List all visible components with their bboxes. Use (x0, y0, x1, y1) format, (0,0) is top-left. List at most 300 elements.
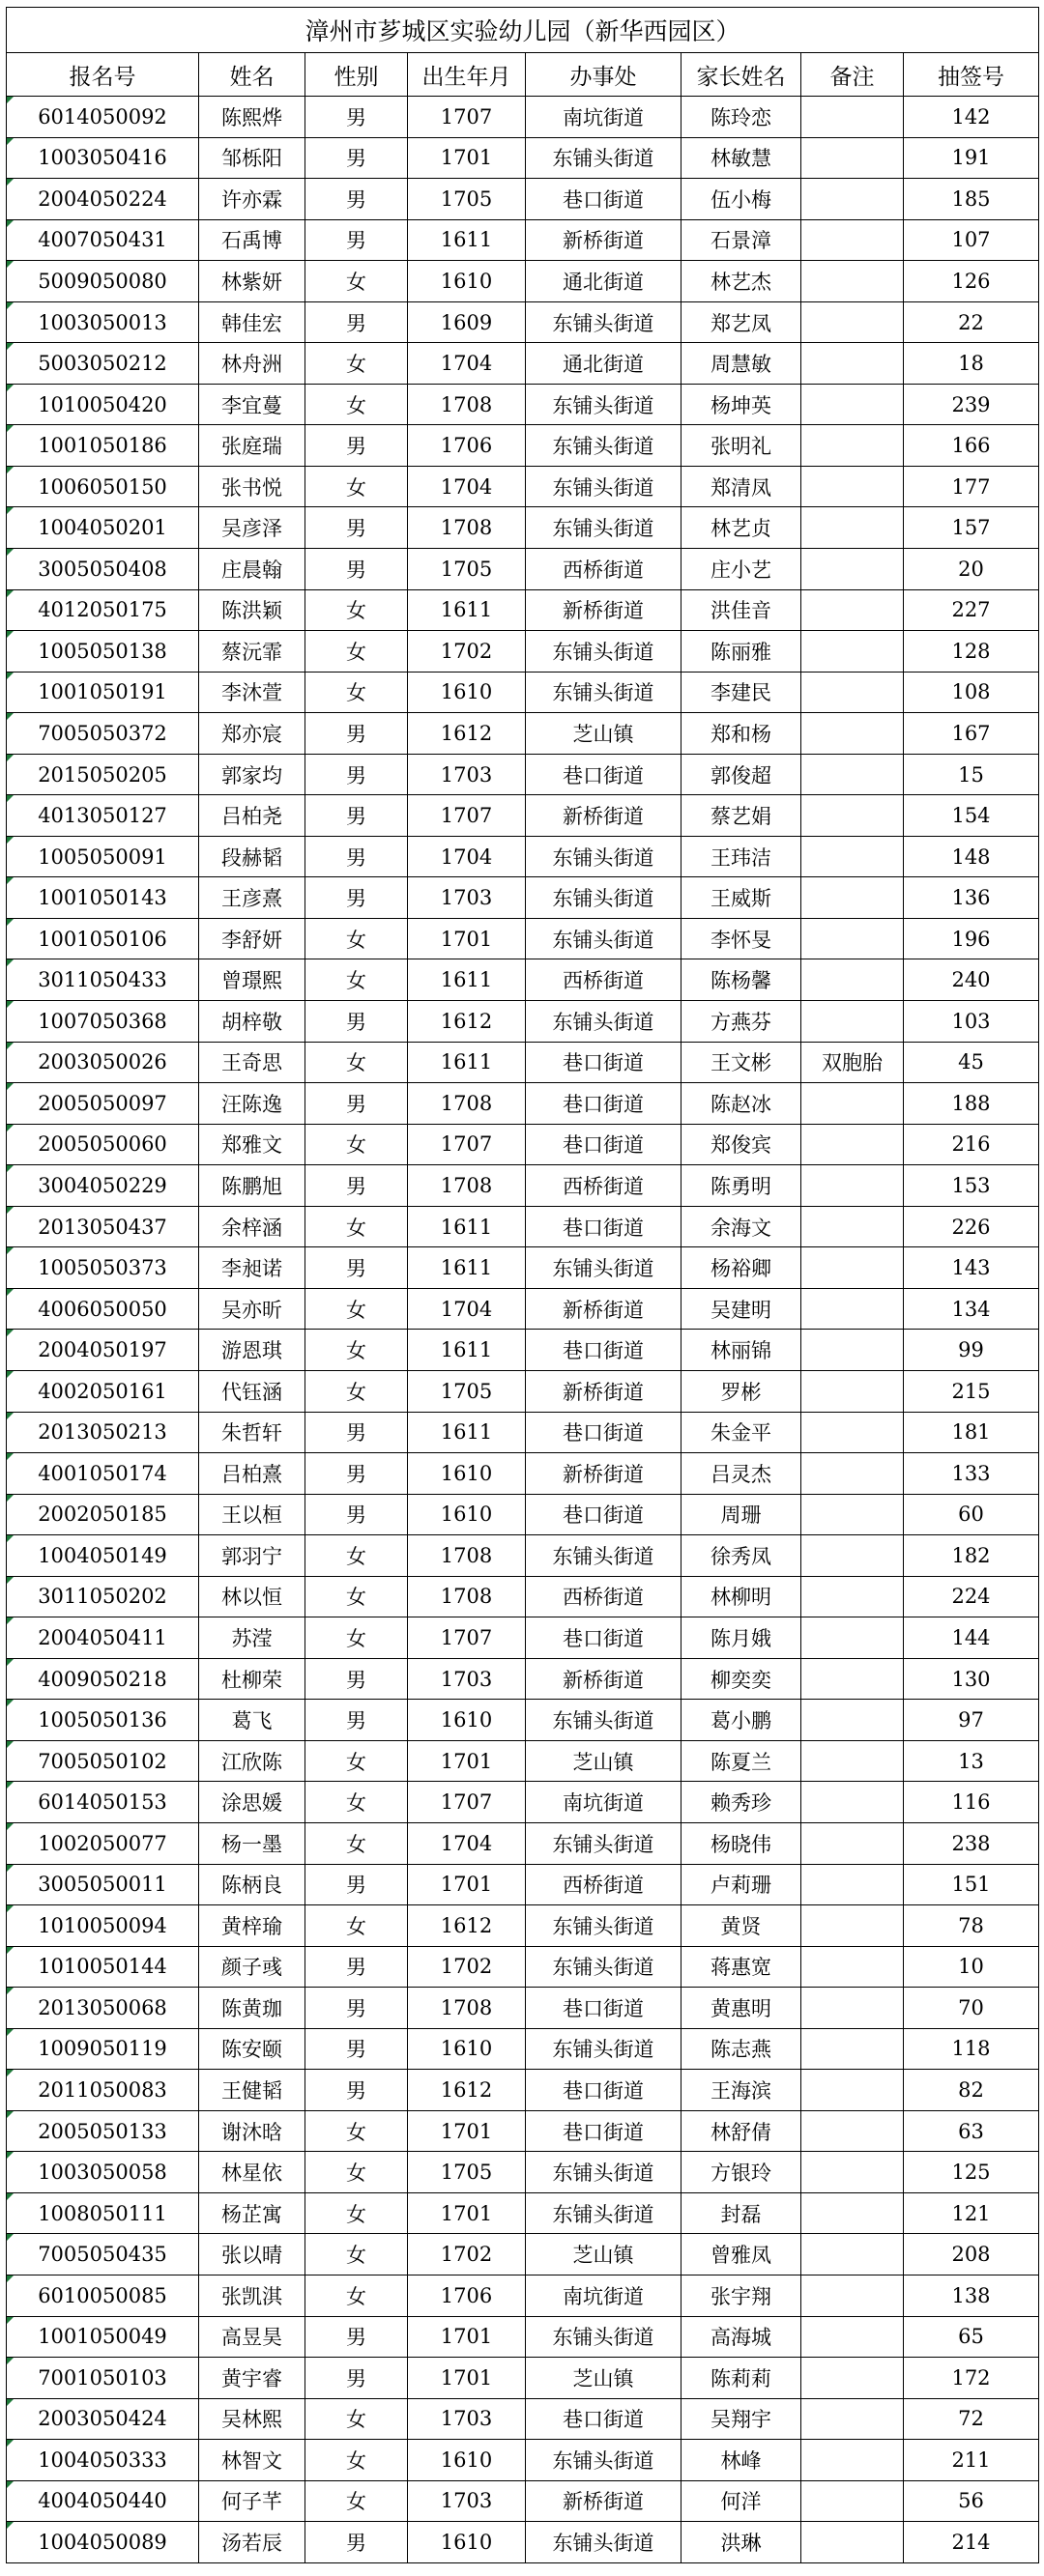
gender-cell: 男 (305, 1988, 408, 2029)
lottery-number-cell: 172 (904, 2358, 1039, 2399)
birth-month-cell: 1705 (408, 179, 526, 220)
header-name: 姓名 (199, 53, 305, 97)
table-row (7, 1740, 1039, 1782)
parent-name-cell: 徐秀凤 (682, 1535, 801, 1577)
gender-cell: 女 (305, 2398, 408, 2440)
subdistrict-cell: 南坑街道 (526, 2275, 682, 2316)
gender-cell: 男 (305, 219, 408, 261)
name-cell: 陈鹏旭 (199, 1165, 305, 1207)
parent-name-cell: 高海城 (682, 2316, 801, 2358)
parent-name-cell: 蒋惠宽 (682, 1946, 801, 1988)
name-cell: 何子芊 (199, 2480, 305, 2522)
lottery-number-cell: 20 (904, 549, 1039, 590)
subdistrict-cell: 东铺头街道 (526, 836, 682, 877)
lottery-number-cell: 142 (904, 97, 1039, 138)
lottery-number-cell: 126 (904, 261, 1039, 302)
subdistrict-cell: 巷口街道 (526, 2070, 682, 2111)
gender-cell: 女 (305, 261, 408, 302)
gender-cell: 男 (305, 301, 408, 343)
subdistrict-cell: 芝山镇 (526, 713, 682, 755)
lottery-number-cell: 63 (904, 2110, 1039, 2152)
gender-cell: 男 (305, 2358, 408, 2399)
subdistrict-cell: 巷口街道 (526, 1206, 682, 1247)
name-cell: 陈洪颖 (199, 589, 305, 631)
remark-cell (801, 836, 904, 877)
name-cell: 郭家均 (199, 754, 305, 795)
table-row (7, 631, 1039, 673)
registration-number-cell: 3011050202 (7, 1576, 199, 1617)
subdistrict-cell: 新桥街道 (526, 1658, 682, 1700)
table-row (7, 2028, 1039, 2070)
registration-number-cell: 4001050174 (7, 1453, 199, 1495)
subdistrict-cell: 南坑街道 (526, 1782, 682, 1823)
parent-name-cell: 王威斯 (682, 877, 801, 919)
parent-name-cell: 林艺杰 (682, 261, 801, 302)
name-cell: 王健韬 (199, 2070, 305, 2111)
registration-number-cell: 2004050197 (7, 1330, 199, 1371)
table-row (7, 1124, 1039, 1165)
gender-cell: 男 (305, 1658, 408, 1700)
subdistrict-cell: 东铺头街道 (526, 1905, 682, 1947)
subdistrict-cell: 东铺头街道 (526, 672, 682, 713)
gender-cell: 男 (305, 1165, 408, 1207)
title-row (7, 8, 1039, 53)
remark-cell (801, 1864, 904, 1905)
table-row (7, 219, 1039, 261)
name-cell: 陈安颐 (199, 2028, 305, 2070)
subdistrict-cell: 东铺头街道 (526, 1822, 682, 1864)
table-row (7, 1288, 1039, 1330)
birth-month-cell: 1703 (408, 2398, 526, 2440)
parent-name-cell: 陈赵冰 (682, 1083, 801, 1125)
gender-cell: 男 (305, 2070, 408, 2111)
table-row (7, 1988, 1039, 2029)
remark-cell (801, 1124, 904, 1165)
birth-month-cell: 1701 (408, 2358, 526, 2399)
subdistrict-cell: 新桥街道 (526, 219, 682, 261)
birth-month-cell: 1612 (408, 1905, 526, 1947)
birth-month-cell: 1701 (408, 918, 526, 959)
header-row (7, 53, 1039, 97)
remark-cell (801, 1617, 904, 1659)
gender-cell: 男 (305, 754, 408, 795)
registration-number-cell: 2005050097 (7, 1083, 199, 1125)
parent-name-cell: 陈莉莉 (682, 2358, 801, 2399)
gender-cell: 女 (305, 1535, 408, 1577)
gender-cell: 女 (305, 1782, 408, 1823)
lottery-number-cell: 136 (904, 877, 1039, 919)
remark-cell (801, 137, 904, 179)
name-cell: 朱哲轩 (199, 1412, 305, 1453)
name-cell: 石禹博 (199, 219, 305, 261)
remark-cell (801, 1905, 904, 1947)
parent-name-cell: 林艺贞 (682, 507, 801, 549)
registration-number-cell: 7001050103 (7, 2358, 199, 2399)
table-row (7, 1864, 1039, 1905)
subdistrict-cell: 巷口街道 (526, 1988, 682, 2029)
remark-cell (801, 2316, 904, 2358)
parent-name-cell: 王海滨 (682, 2070, 801, 2111)
gender-cell: 男 (305, 713, 408, 755)
gender-cell: 女 (305, 2480, 408, 2522)
remark-cell (801, 549, 904, 590)
lottery-number-cell: 181 (904, 1412, 1039, 1453)
lottery-number-cell: 143 (904, 1247, 1039, 1289)
remark-cell (801, 2522, 904, 2563)
subdistrict-cell: 巷口街道 (526, 1330, 682, 1371)
remark-cell (801, 301, 904, 343)
remark-cell (801, 877, 904, 919)
subdistrict-cell: 巷口街道 (526, 1083, 682, 1125)
header-parent-name: 家长姓名 (682, 53, 801, 97)
lottery-number-cell: 108 (904, 672, 1039, 713)
table-body (7, 97, 1039, 2563)
subdistrict-cell: 东铺头街道 (526, 631, 682, 673)
registration-number-cell: 1004050089 (7, 2522, 199, 2563)
gender-cell: 女 (305, 2152, 408, 2193)
table-row (7, 2358, 1039, 2399)
lottery-number-cell: 191 (904, 137, 1039, 179)
remark-cell (801, 219, 904, 261)
name-cell: 汤若辰 (199, 2522, 305, 2563)
table-row (7, 179, 1039, 220)
header-lottery-number: 抽签号 (904, 53, 1039, 97)
lottery-number-cell: 18 (904, 343, 1039, 385)
table-row (7, 261, 1039, 302)
gender-cell: 女 (305, 2110, 408, 2152)
table-row (7, 959, 1039, 1001)
table-row (7, 1782, 1039, 1823)
subdistrict-cell: 东铺头街道 (526, 2522, 682, 2563)
gender-cell: 男 (305, 877, 408, 919)
lottery-number-cell: 10 (904, 1946, 1039, 1988)
registration-number-cell: 1010050420 (7, 384, 199, 425)
gender-cell: 女 (305, 2234, 408, 2275)
name-cell: 杨一墨 (199, 1822, 305, 1864)
parent-name-cell: 葛小鹏 (682, 1700, 801, 1741)
table-row (7, 2316, 1039, 2358)
subdistrict-cell: 芝山镇 (526, 2234, 682, 2275)
remark-cell (801, 1206, 904, 1247)
parent-name-cell: 方银玲 (682, 2152, 801, 2193)
gender-cell: 女 (305, 1822, 408, 1864)
birth-month-cell: 1708 (408, 1988, 526, 2029)
parent-name-cell: 陈玲恋 (682, 97, 801, 138)
name-cell: 郭羽宁 (199, 1535, 305, 1577)
parent-name-cell: 林舒倩 (682, 2110, 801, 2152)
remark-cell (801, 1001, 904, 1043)
parent-name-cell: 杨晓伟 (682, 1822, 801, 1864)
parent-name-cell: 庄小艺 (682, 549, 801, 590)
subdistrict-cell: 西桥街道 (526, 1576, 682, 1617)
birth-month-cell: 1707 (408, 1124, 526, 1165)
gender-cell: 女 (305, 1576, 408, 1617)
birth-month-cell: 1610 (408, 261, 526, 302)
table-row (7, 754, 1039, 795)
name-cell: 张凯淇 (199, 2275, 305, 2316)
subdistrict-cell: 东铺头街道 (526, 877, 682, 919)
birth-month-cell: 1707 (408, 1617, 526, 1659)
name-cell: 吴亦昕 (199, 1288, 305, 1330)
lottery-number-cell: 116 (904, 1782, 1039, 1823)
name-cell: 颜子彧 (199, 1946, 305, 1988)
remark-cell (801, 1288, 904, 1330)
birth-month-cell: 1706 (408, 425, 526, 467)
birth-month-cell: 1708 (408, 1535, 526, 1577)
birth-month-cell: 1705 (408, 2152, 526, 2193)
remark-cell (801, 2192, 904, 2234)
table-row (7, 1165, 1039, 1207)
parent-name-cell: 罗彬 (682, 1370, 801, 1412)
lottery-number-cell: 215 (904, 1370, 1039, 1412)
remark-cell (801, 1165, 904, 1207)
parent-name-cell: 陈夏兰 (682, 1740, 801, 1782)
birth-month-cell: 1708 (408, 1083, 526, 1125)
table-row (7, 466, 1039, 507)
parent-name-cell: 洪琳 (682, 2522, 801, 2563)
birth-month-cell: 1703 (408, 877, 526, 919)
birth-month-cell: 1612 (408, 713, 526, 755)
parent-name-cell: 林丽锦 (682, 1330, 801, 1371)
registration-number-cell: 6014050153 (7, 1782, 199, 1823)
lottery-number-cell: 97 (904, 1700, 1039, 1741)
parent-name-cell: 王文彬 (682, 1042, 801, 1083)
table-row (7, 425, 1039, 467)
registration-number-cell: 4004050440 (7, 2480, 199, 2522)
parent-name-cell: 陈杨馨 (682, 959, 801, 1001)
lottery-number-cell: 134 (904, 1288, 1039, 1330)
name-cell: 代钰涵 (199, 1370, 305, 1412)
birth-month-cell: 1612 (408, 1001, 526, 1043)
lottery-number-cell: 154 (904, 795, 1039, 837)
gender-cell: 男 (305, 1946, 408, 1988)
table-row (7, 1412, 1039, 1453)
parent-name-cell: 王玮洁 (682, 836, 801, 877)
registration-number-cell: 1003050013 (7, 301, 199, 343)
table-row (7, 1617, 1039, 1659)
table-row (7, 1494, 1039, 1535)
subdistrict-cell: 巷口街道 (526, 1124, 682, 1165)
registration-number-cell: 2004050224 (7, 179, 199, 220)
subdistrict-cell: 东铺头街道 (526, 425, 682, 467)
birth-month-cell: 1705 (408, 549, 526, 590)
remark-cell: 双胞胎 (801, 1042, 904, 1083)
gender-cell: 女 (305, 959, 408, 1001)
registration-number-cell: 1006050150 (7, 466, 199, 507)
remark-cell (801, 1412, 904, 1453)
remark-cell (801, 1083, 904, 1125)
subdistrict-cell: 芝山镇 (526, 1740, 682, 1782)
birth-month-cell: 1704 (408, 1288, 526, 1330)
gender-cell: 男 (305, 2522, 408, 2563)
header-subdistrict: 办事处 (526, 53, 682, 97)
gender-cell: 女 (305, 1740, 408, 1782)
remark-cell (801, 1782, 904, 1823)
name-cell: 黄宇睿 (199, 2358, 305, 2399)
remark-cell (801, 1988, 904, 2029)
name-cell: 陈黄珈 (199, 1988, 305, 2029)
parent-name-cell: 李建民 (682, 672, 801, 713)
subdistrict-cell: 新桥街道 (526, 2480, 682, 2522)
remark-cell (801, 1494, 904, 1535)
remark-cell (801, 466, 904, 507)
parent-name-cell: 李怀旻 (682, 918, 801, 959)
parent-name-cell: 陈月娥 (682, 1617, 801, 1659)
name-cell: 汪陈逸 (199, 1083, 305, 1125)
birth-month-cell: 1611 (408, 1042, 526, 1083)
name-cell: 张书悦 (199, 466, 305, 507)
subdistrict-cell: 东铺头街道 (526, 301, 682, 343)
name-cell: 杜柳荣 (199, 1658, 305, 1700)
birth-month-cell: 1701 (408, 2316, 526, 2358)
registration-number-cell: 1005050091 (7, 836, 199, 877)
registration-number-cell: 7005050435 (7, 2234, 199, 2275)
lottery-number-cell: 103 (904, 1001, 1039, 1043)
lottery-number-cell: 240 (904, 959, 1039, 1001)
remark-cell (801, 1576, 904, 1617)
table-row (7, 836, 1039, 877)
subdistrict-cell: 西桥街道 (526, 549, 682, 590)
subdistrict-cell: 东铺头街道 (526, 384, 682, 425)
subdistrict-cell: 西桥街道 (526, 1864, 682, 1905)
subdistrict-cell: 东铺头街道 (526, 507, 682, 549)
name-cell: 郑雅文 (199, 1124, 305, 1165)
name-cell: 游恩琪 (199, 1330, 305, 1371)
birth-month-cell: 1612 (408, 2070, 526, 2111)
table-row (7, 1370, 1039, 1412)
name-cell: 葛飞 (199, 1700, 305, 1741)
subdistrict-cell: 巷口街道 (526, 2398, 682, 2440)
registration-number-cell: 1003050416 (7, 137, 199, 179)
name-cell: 黄梓瑜 (199, 1905, 305, 1947)
table-row (7, 1330, 1039, 1371)
parent-name-cell: 陈勇明 (682, 1165, 801, 1207)
lottery-number-cell: 211 (904, 2440, 1039, 2481)
lottery-number-cell: 151 (904, 1864, 1039, 1905)
name-cell: 林舟洲 (199, 343, 305, 385)
birth-month-cell: 1611 (408, 589, 526, 631)
gender-cell: 女 (305, 1288, 408, 1330)
remark-cell (801, 672, 904, 713)
registration-number-cell: 4007050431 (7, 219, 199, 261)
registration-number-cell: 2002050185 (7, 1494, 199, 1535)
name-cell: 王以桓 (199, 1494, 305, 1535)
parent-name-cell: 郑俊宾 (682, 1124, 801, 1165)
table-row (7, 589, 1039, 631)
remark-cell (801, 425, 904, 467)
table-row (7, 1083, 1039, 1125)
registration-number-cell: 3004050229 (7, 1165, 199, 1207)
name-cell: 江欣陈 (199, 1740, 305, 1782)
registration-number-cell: 6014050092 (7, 97, 199, 138)
parent-name-cell: 方燕芬 (682, 1001, 801, 1043)
header-birth-month: 出生年月 (408, 53, 526, 97)
registration-number-cell: 1005050373 (7, 1247, 199, 1289)
registration-number-cell: 4002050161 (7, 1370, 199, 1412)
lottery-number-cell: 13 (904, 1740, 1039, 1782)
remark-cell (801, 1453, 904, 1495)
header-remark: 备注 (801, 53, 904, 97)
remark-cell (801, 754, 904, 795)
parent-name-cell: 蔡艺娟 (682, 795, 801, 837)
lottery-number-cell: 166 (904, 425, 1039, 467)
subdistrict-cell: 东铺头街道 (526, 918, 682, 959)
gender-cell: 男 (305, 795, 408, 837)
name-cell: 余梓涵 (199, 1206, 305, 1247)
birth-month-cell: 1703 (408, 754, 526, 795)
registration-number-cell: 2013050437 (7, 1206, 199, 1247)
registration-number-cell: 1007050368 (7, 1001, 199, 1043)
table-row (7, 795, 1039, 837)
gender-cell: 男 (305, 1083, 408, 1125)
name-cell: 李舒妍 (199, 918, 305, 959)
birth-month-cell: 1610 (408, 1453, 526, 1495)
registration-number-cell: 6010050085 (7, 2275, 199, 2316)
name-cell: 陈柄良 (199, 1864, 305, 1905)
parent-name-cell: 余海文 (682, 1206, 801, 1247)
remark-cell (801, 795, 904, 837)
lottery-number-cell: 177 (904, 466, 1039, 507)
table-row (7, 918, 1039, 959)
table-row (7, 1453, 1039, 1495)
birth-month-cell: 1610 (408, 1700, 526, 1741)
name-cell: 王奇思 (199, 1042, 305, 1083)
lottery-number-cell: 138 (904, 2275, 1039, 2316)
table-row (7, 2522, 1039, 2563)
lottery-number-cell: 239 (904, 384, 1039, 425)
subdistrict-cell: 东铺头街道 (526, 1700, 682, 1741)
birth-month-cell: 1611 (408, 1206, 526, 1247)
lottery-number-cell: 72 (904, 2398, 1039, 2440)
lottery-number-cell: 196 (904, 918, 1039, 959)
remark-cell (801, 1370, 904, 1412)
parent-name-cell: 朱金平 (682, 1412, 801, 1453)
birth-month-cell: 1702 (408, 2234, 526, 2275)
parent-name-cell: 陈丽雅 (682, 631, 801, 673)
gender-cell: 女 (305, 466, 408, 507)
name-cell: 林星依 (199, 2152, 305, 2193)
parent-name-cell: 赖秀珍 (682, 1782, 801, 1823)
name-cell: 林紫妍 (199, 261, 305, 302)
subdistrict-cell: 巷口街道 (526, 1617, 682, 1659)
gender-cell: 女 (305, 1330, 408, 1371)
name-cell: 李宜蔓 (199, 384, 305, 425)
gender-cell: 女 (305, 1617, 408, 1659)
registration-number-cell: 1001050049 (7, 2316, 199, 2358)
lottery-number-cell: 99 (904, 1330, 1039, 1371)
gender-cell: 男 (305, 1453, 408, 1495)
registration-number-cell: 3011050433 (7, 959, 199, 1001)
lottery-number-cell: 133 (904, 1453, 1039, 1495)
name-cell: 高昱昊 (199, 2316, 305, 2358)
parent-name-cell: 黄惠明 (682, 1988, 801, 2029)
subdistrict-cell: 东铺头街道 (526, 466, 682, 507)
registration-number-cell: 2003050424 (7, 2398, 199, 2440)
table-row (7, 1700, 1039, 1741)
lottery-number-cell: 107 (904, 219, 1039, 261)
name-cell: 郑亦宸 (199, 713, 305, 755)
subdistrict-cell: 东铺头街道 (526, 2440, 682, 2481)
parent-name-cell: 郑和杨 (682, 713, 801, 755)
table-row (7, 1658, 1039, 1700)
registration-number-cell: 1004050201 (7, 507, 199, 549)
parent-name-cell: 周珊 (682, 1494, 801, 1535)
birth-month-cell: 1610 (408, 672, 526, 713)
gender-cell: 女 (305, 2440, 408, 2481)
lottery-number-cell: 208 (904, 2234, 1039, 2275)
lottery-number-cell: 121 (904, 2192, 1039, 2234)
birth-month-cell: 1610 (408, 2440, 526, 2481)
